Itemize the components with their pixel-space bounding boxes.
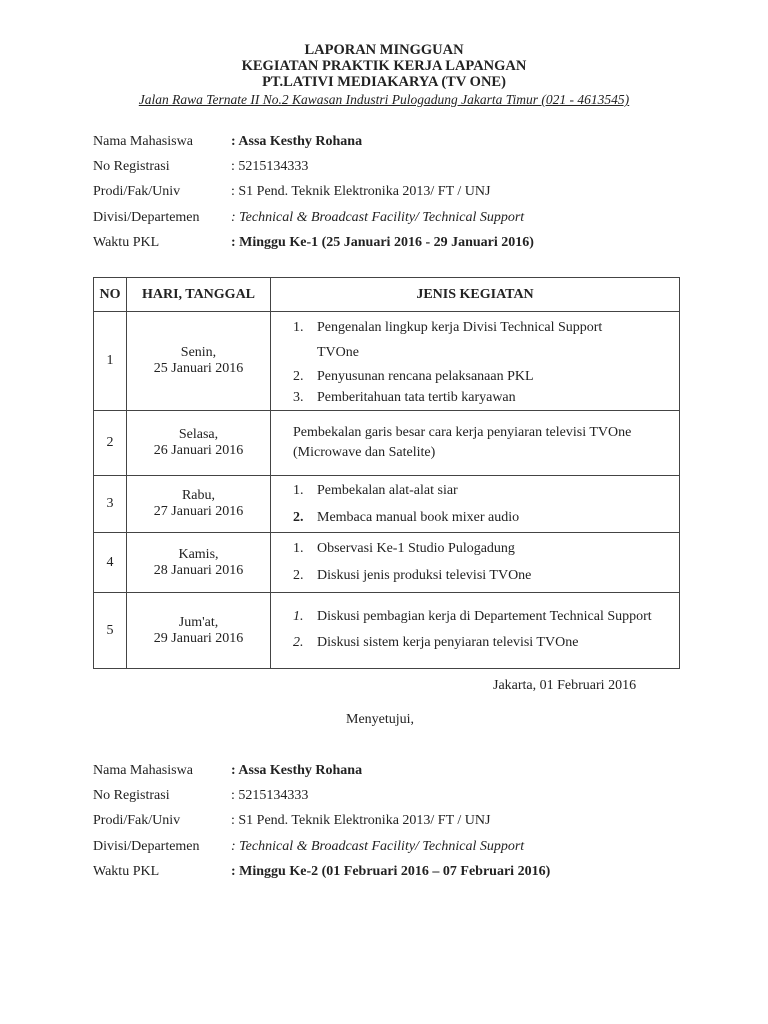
activity-item: Pembekalan alat-alat siar <box>317 482 458 498</box>
info-value: : Technical & Broadcast Facility/ Technical Support <box>231 838 525 854</box>
info-label: Waktu PKL <box>93 234 160 250</box>
info-value: : Technical & Broadcast Facility/ Technical Support <box>231 209 525 225</box>
info-value: : Minggu Ke-1 (25 Januari 2016 - 29 Januari 2016) <box>231 234 534 250</box>
row-activities: 1. Pembekalan alat-alat siar 2. Membaca manual book mixer audio <box>271 476 680 533</box>
info-value: : 5215134333 <box>231 158 309 174</box>
title-line-1: LAPORAN MINGGUAN <box>304 42 464 58</box>
date: 28 Januari 2016 <box>153 562 244 578</box>
table-row <box>94 312 680 411</box>
activity-item: Pengenalan lingkup kerja Divisi Technical Support TVOne <box>317 320 603 360</box>
activity-item: Membaca manual book mixer audio <box>317 509 520 525</box>
table-header-row <box>94 278 680 312</box>
activity-table <box>93 277 680 669</box>
row-number: 1 <box>94 312 127 411</box>
row-date <box>127 411 271 476</box>
day: Selasa, <box>178 427 219 442</box>
date: 26 Januari 2016 <box>153 443 244 458</box>
activity-item: Diskusi jenis produksi televisi TVOne <box>317 568 532 583</box>
table-row <box>94 533 680 593</box>
row-date <box>127 312 271 411</box>
row-number: 5 <box>94 593 127 669</box>
info-label: Waktu PKL <box>93 863 160 879</box>
info-label: Prodi/Fak/Univ <box>93 813 181 829</box>
student-info-week2 <box>93 758 693 884</box>
row-number: 4 <box>94 533 127 593</box>
info-value: : S1 Pend. Teknik Elektronika 2013/ FT / UNJ <box>231 813 491 829</box>
report-title <box>0 42 768 90</box>
info-label: Prodi/Fak/Univ <box>93 184 181 200</box>
row-date <box>127 533 271 593</box>
student-info-week1 <box>93 129 693 255</box>
row-activities <box>271 411 680 476</box>
date: 27 Januari 2016 <box>153 504 244 519</box>
day: Rabu, <box>181 488 216 503</box>
column-header: NO <box>94 278 127 312</box>
title-line-2: KEGIATAN PRAKTIK KERJA LAPANGAN <box>241 58 527 74</box>
company-name: PT.LATIVI MEDIAKARYA (TV ONE) <box>262 74 506 90</box>
table-row <box>94 593 680 669</box>
row-number: 3 <box>94 476 127 533</box>
activity-text: Pembekalan garis besar cara kerja penyiaran televisi TVOne (Microwave dan Satelite) <box>293 425 632 460</box>
row-number: 2 <box>94 411 127 476</box>
info-label: Divisi/Departemen <box>93 838 200 854</box>
date: 25 Januari 2016 <box>153 361 244 376</box>
table-row <box>94 411 680 476</box>
info-label: Divisi/Departemen <box>93 209 200 225</box>
info-value: : Assa Kesthy Rohana <box>231 762 363 778</box>
info-label: No Registrasi <box>93 787 170 803</box>
info-value: : 5215134333 <box>231 787 309 803</box>
column-header: HARI, TANGGAL <box>127 278 271 312</box>
row-date <box>127 593 271 669</box>
row-activities: 1. Diskusi pembagian kerja di Departement Technical Support 2. Diskusi sistem kerja penyiaran televisi TVOne <box>271 593 680 669</box>
day: Senin, <box>180 345 217 360</box>
info-value: : S1 Pend. Teknik Elektronika 2013/ FT / UNJ <box>231 184 491 200</box>
place-date: Jakarta, 01 Februari 2016 <box>493 678 637 693</box>
activity-item: Pemberitahuan tata tertib karyawan <box>317 390 516 405</box>
activity-item: Diskusi pembagian kerja di Departement Technical Support <box>317 609 652 624</box>
info-value: : Minggu Ke-2 (01 Februari 2016 – 07 Februari 2016) <box>231 863 551 879</box>
column-header: JENIS KEGIATAN <box>271 278 680 312</box>
row-activities: 1. Pengenalan lingkup kerja Divisi Technical Support TVOne 2. Penyusunan rencana pelaksanaan PKL 3. Pemberitahuan tata tertib karyawan <box>271 312 680 411</box>
row-date <box>127 476 271 533</box>
activity-item: Diskusi sistem kerja penyiaran televisi TVOne <box>317 635 579 650</box>
company-address: Jalan Rawa Ternate II No.2 Kawasan Industri Pulogadung Jakarta Timur (021 - 4613545) <box>138 92 630 107</box>
info-label: Nama Mahasiswa <box>93 762 193 778</box>
row-activities: 1. Observasi Ke-1 Studio Pulogadung 2. Diskusi jenis produksi televisi TVOne <box>271 533 680 593</box>
activity-item: Penyusunan rencana pelaksanaan PKL <box>317 369 534 384</box>
table-row <box>94 476 680 533</box>
date: 29 Januari 2016 <box>153 630 244 646</box>
day: Jum'at, <box>178 614 219 630</box>
info-label: Nama Mahasiswa <box>93 133 193 149</box>
info-value: : Assa Kesthy Rohana <box>231 133 363 149</box>
day: Kamis, <box>178 546 219 562</box>
info-label: No Registrasi <box>93 158 170 174</box>
activity-item: Observasi Ke-1 Studio Pulogadung <box>317 541 515 556</box>
approval-label: Menyetujui, <box>346 712 415 727</box>
